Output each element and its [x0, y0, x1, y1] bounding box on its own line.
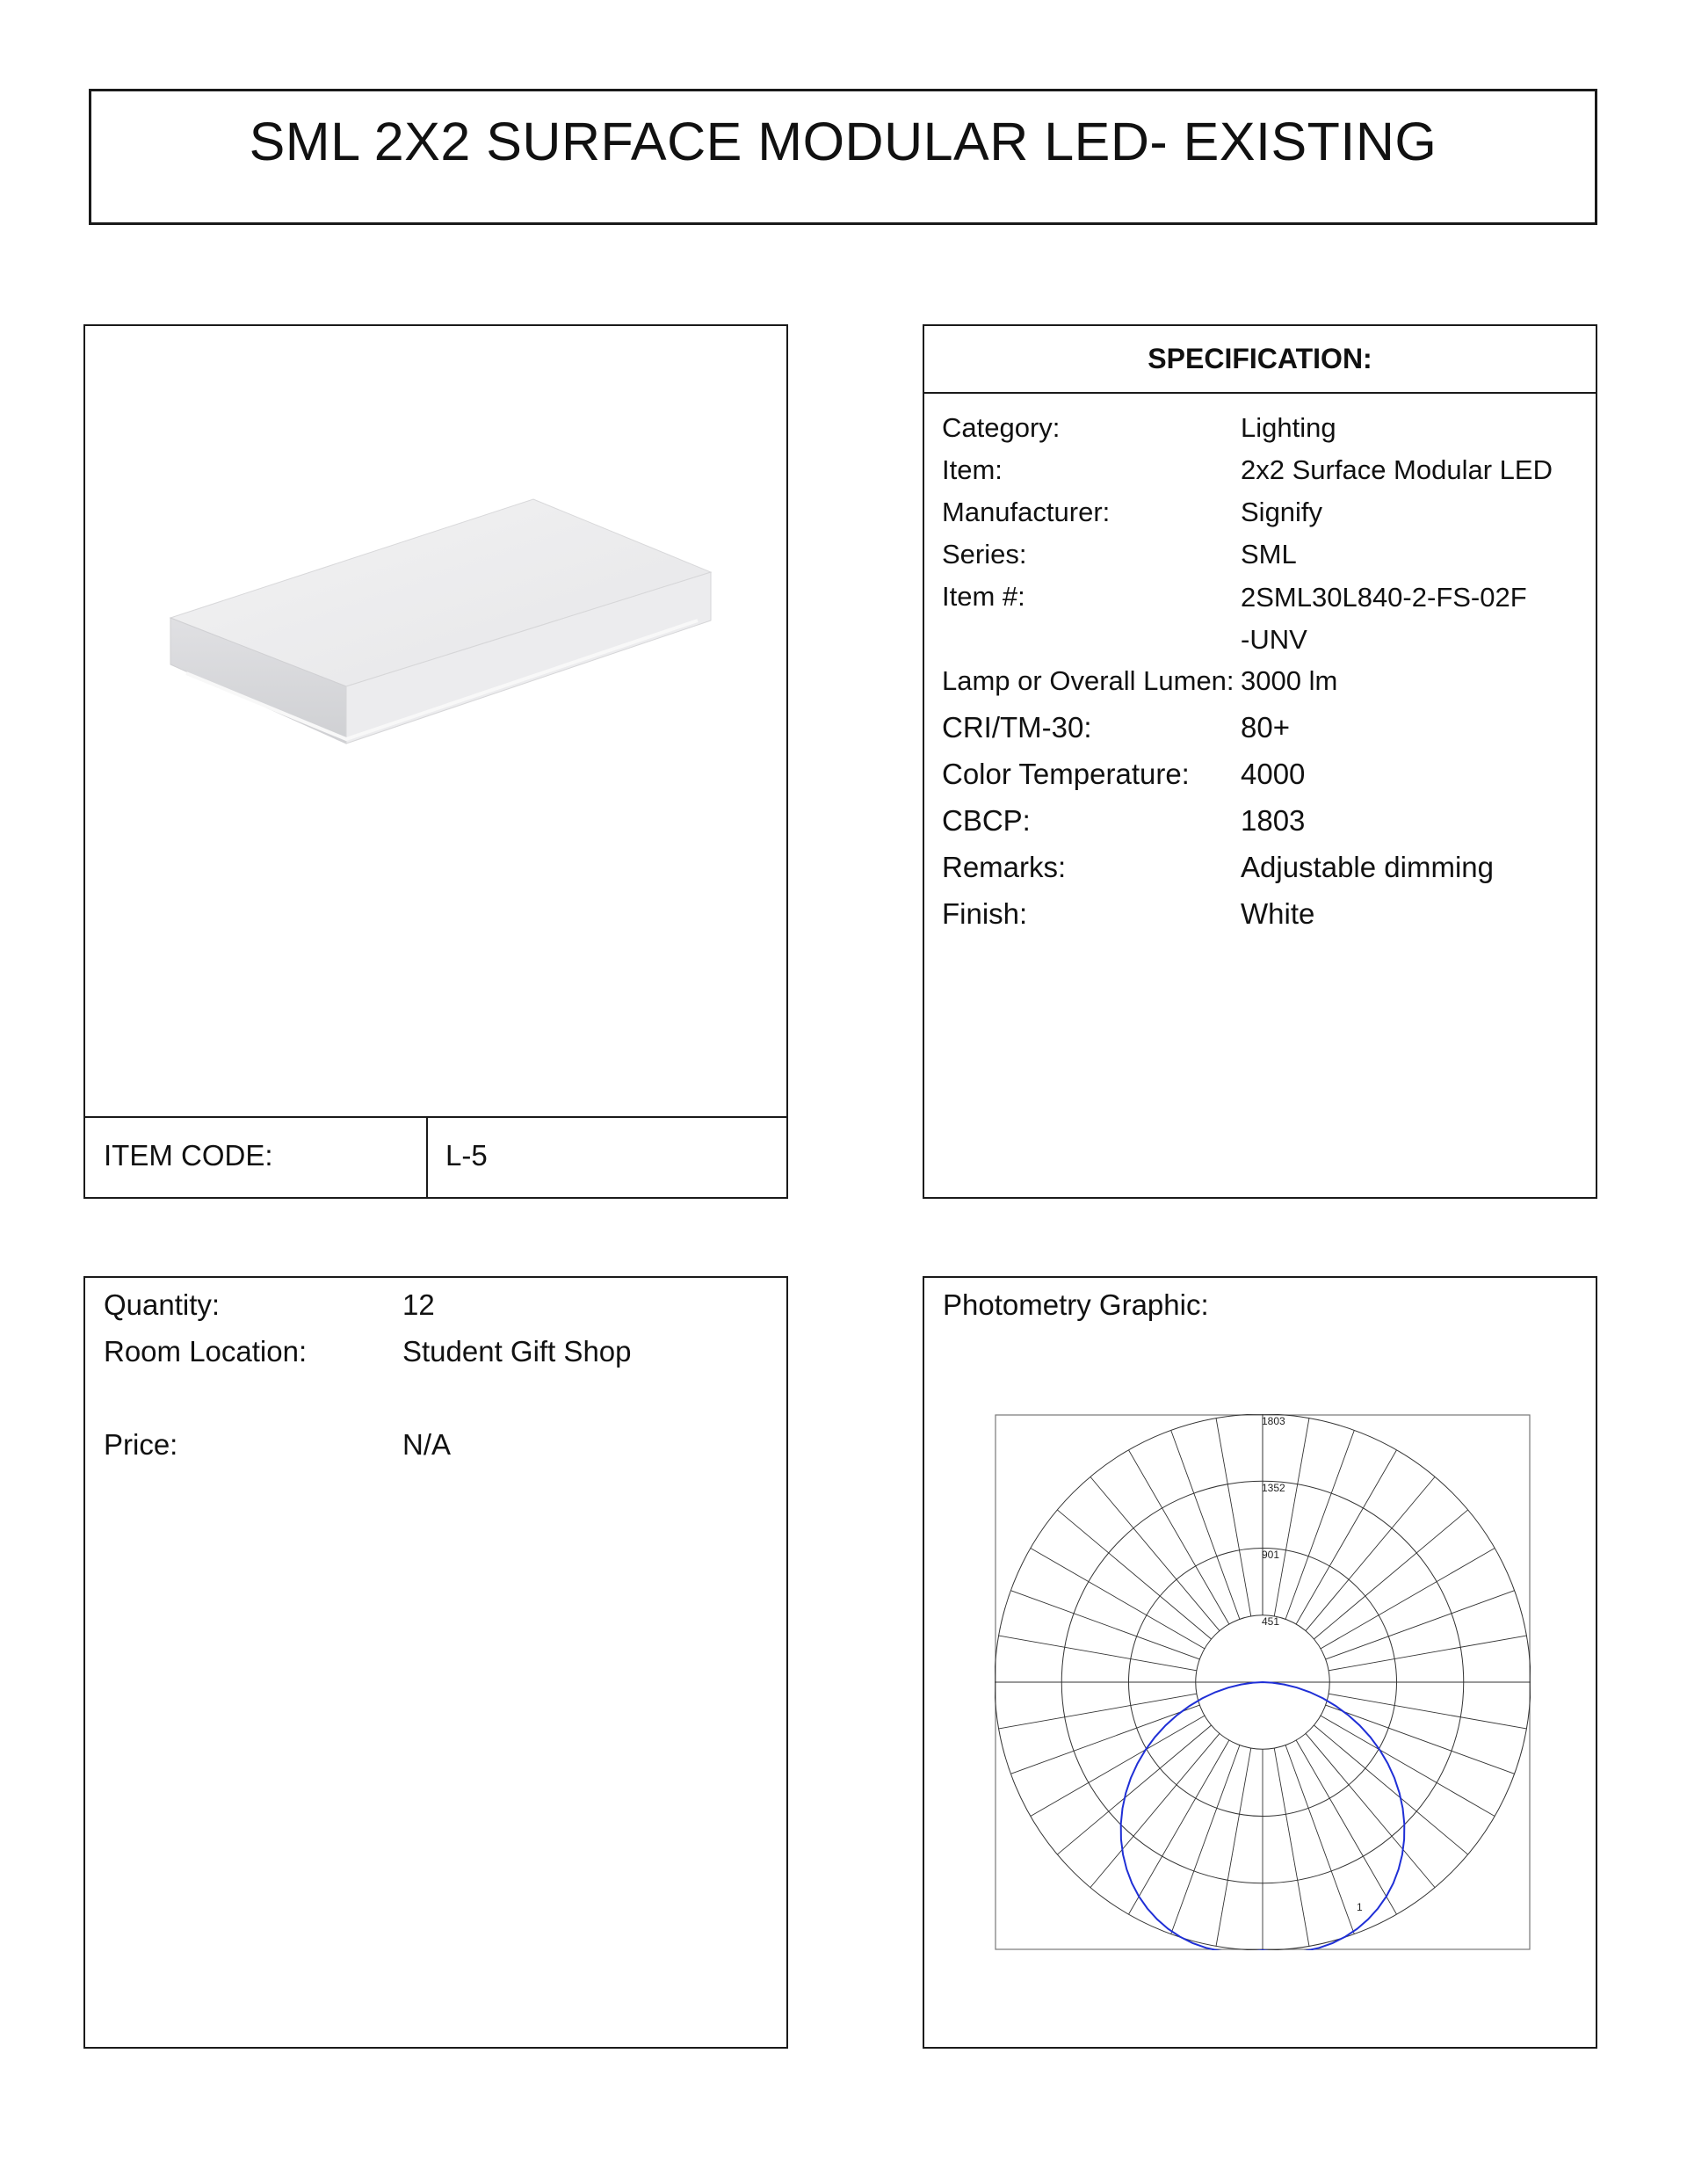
spec-key: Remarks:: [942, 851, 1067, 883]
polar-spoke: [1031, 1716, 1205, 1816]
price-value: N/A: [402, 1428, 452, 1461]
spec-value: 2x2 Surface Modular LED: [1241, 454, 1553, 485]
polar-spoke: [1321, 1549, 1495, 1649]
room-location-value: Student Gift Shop: [402, 1335, 632, 1368]
item-code-row: [85, 1116, 786, 1197]
item-code-label: ITEM CODE:: [104, 1139, 273, 1172]
ring-label-1352: 1352: [1262, 1482, 1285, 1494]
spec-value: Adjustable dimming: [1241, 851, 1494, 883]
ring-label-1803: 1803: [1262, 1415, 1285, 1427]
quantity-label: Quantity:: [104, 1288, 221, 1321]
polar-spoke: [1274, 1419, 1309, 1616]
spec-key: Lamp or Overall Lumen:: [942, 665, 1234, 696]
spec-value: White: [1241, 897, 1315, 930]
spec-row-category: [942, 412, 1587, 454]
specification-list: [942, 412, 1587, 944]
photometry-polar-graph: [995, 1414, 1531, 1950]
photometry-panel: [923, 1276, 1597, 2049]
polar-spoke: [1129, 1740, 1229, 1914]
spec-value: 80+: [1241, 711, 1290, 744]
spec-key: CRI/TM-30:: [942, 711, 1092, 744]
polar-spoke: [1285, 1745, 1354, 1934]
curve-label: 1: [1357, 1901, 1363, 1913]
polar-spoke: [1216, 1748, 1251, 1946]
spec-row-finish: [942, 897, 1587, 944]
spec-key: Item #:: [942, 581, 1025, 612]
spec-row-series: [942, 539, 1587, 581]
ring-label-451: 451: [1262, 1615, 1280, 1628]
spec-row-remarks: [942, 851, 1587, 897]
project-info-panel: [83, 1276, 788, 2049]
polar-spoke: [999, 1636, 1197, 1671]
spec-row-manufacturer: [942, 497, 1587, 539]
polar-spoke: [1274, 1748, 1309, 1946]
spec-value: SML: [1241, 539, 1297, 570]
price-row: [104, 1428, 452, 1462]
item-code-value: L-5: [445, 1139, 488, 1172]
spec-key: Manufacturer:: [942, 497, 1111, 527]
spec-key: Item:: [942, 454, 1003, 485]
polar-spoke: [1216, 1419, 1251, 1616]
spec-row-color-temperature: [942, 758, 1587, 804]
spec-row-lumen: [942, 665, 1587, 711]
room-location-row: [104, 1335, 632, 1368]
spec-row-item: [942, 454, 1587, 497]
polar-spoke: [1285, 1430, 1354, 1619]
price-label: Price:: [104, 1428, 178, 1461]
spec-value: 3000 lm: [1241, 665, 1338, 696]
spec-value: 4000: [1241, 758, 1306, 790]
luminaire-image: [160, 489, 722, 752]
polar-spoke: [1171, 1745, 1240, 1934]
polar-spoke: [1171, 1430, 1240, 1619]
spec-key: Category:: [942, 412, 1061, 443]
item-code-divider: [426, 1118, 428, 1197]
polar-spoke: [1296, 1450, 1396, 1624]
spec-key: Series:: [942, 539, 1027, 570]
spec-row-cbcp: [942, 804, 1587, 851]
spec-key: CBCP:: [942, 804, 1031, 837]
page-title: SML 2X2 SURFACE MODULAR LED- EXISTING: [249, 111, 1437, 171]
polar-spoke: [1031, 1549, 1205, 1649]
ring-label-901: 901: [1262, 1549, 1280, 1561]
polar-spoke: [1010, 1591, 1199, 1659]
spec-value: Signify: [1241, 497, 1323, 527]
polar-spoke: [1129, 1450, 1229, 1624]
photometry-label: Photometry Graphic:: [943, 1288, 1209, 1321]
spec-row-item-number: [942, 581, 1587, 665]
polar-spoke: [1010, 1705, 1199, 1774]
spec-value: 1803: [1241, 804, 1306, 837]
spec-value: 2SML30L840-2-FS-02F-UNV: [1241, 582, 1527, 655]
title-box: [89, 89, 1597, 225]
spec-key: Finish:: [942, 897, 1028, 930]
polar-spoke: [1296, 1740, 1396, 1914]
specification-heading: SPECIFICATION:: [924, 326, 1596, 394]
spec-row-cri: [942, 711, 1587, 758]
quantity-value: 12: [402, 1288, 435, 1321]
product-image-panel: [83, 324, 788, 1199]
spec-value: Lighting: [1241, 412, 1336, 443]
polar-spoke: [1326, 1591, 1515, 1659]
room-location-label: Room Location:: [104, 1335, 308, 1368]
specification-panel: [923, 324, 1597, 1199]
polar-spoke: [1329, 1636, 1526, 1671]
polar-spoke: [1326, 1705, 1515, 1774]
spec-key: Color Temperature:: [942, 758, 1190, 790]
polar-spoke: [1321, 1716, 1495, 1816]
quantity-row: [104, 1288, 435, 1322]
